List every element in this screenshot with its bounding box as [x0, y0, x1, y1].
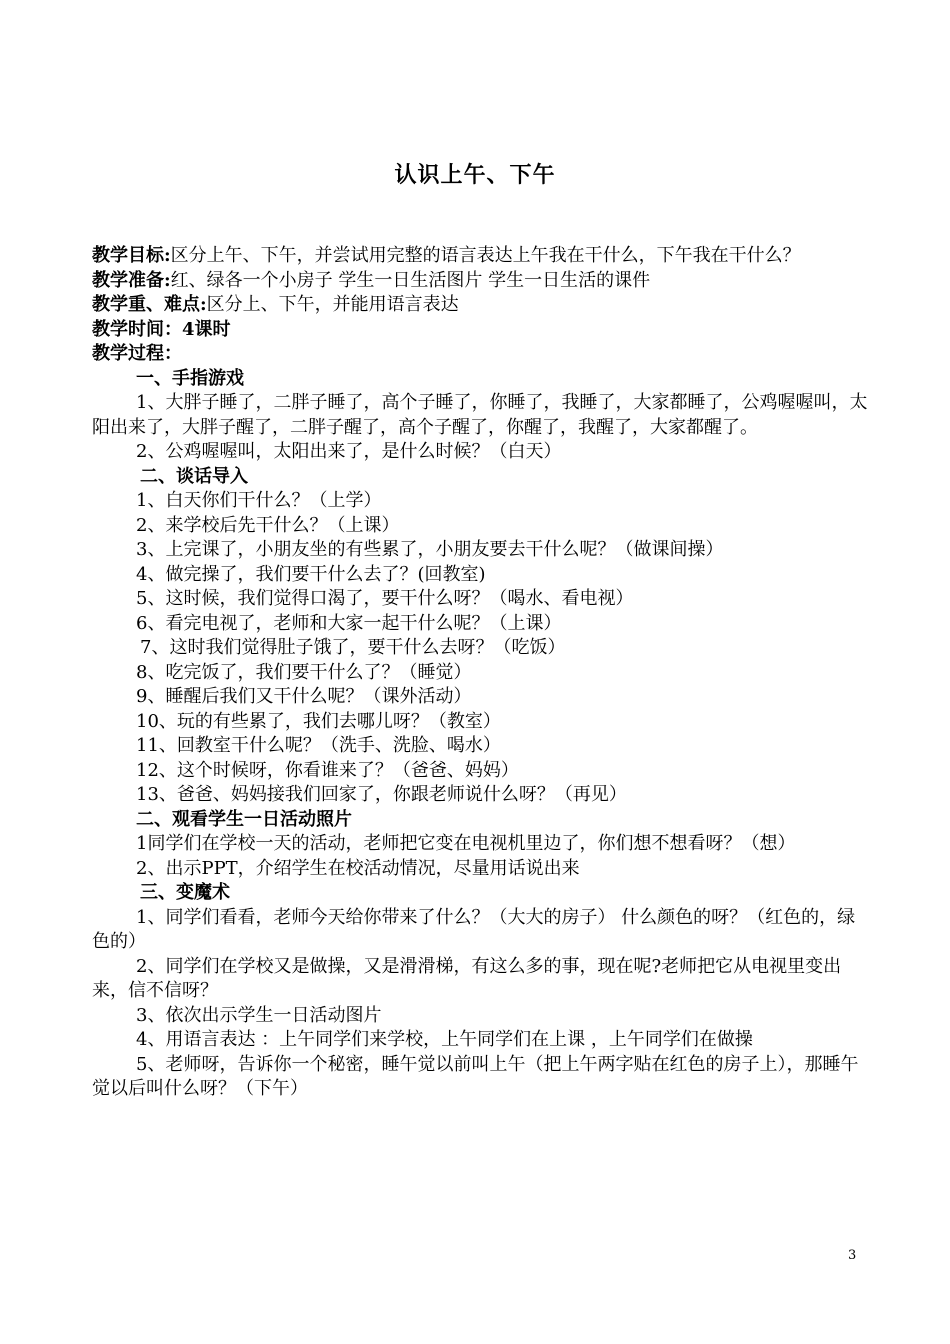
key-line: [92, 293, 870, 318]
list-item: 13、爸爸、妈妈接我们回家了，你跟老师说什么呀？（再见）: [136, 784, 627, 805]
paragraph: 1、大胖子睡了，二胖子睡了，高个子睡了，你睡了，我睡了，大家都睡了，公鸡喔喔叫，太阳出来了，大胖子醒了，二胖子醒了，高个子醒了，你醒了，我醒了，大家都醒了。: [92, 392, 868, 438]
section-heading: 二、谈话导入: [140, 465, 248, 487]
list-item: 6、看完电视了，老师和大家一起干什么呢？（上课）: [136, 612, 562, 634]
time-line: 教学时间：4课时: [92, 318, 231, 340]
paragraph: 1、同学们看看，老师今天给你带来了什么？（大大的房子） 什么颜色的呀？（红色的，绿色的）: [92, 906, 856, 952]
paragraph: 4、用语言表达 ：上午同学们来学校，上午同学们在上课 ，上午同学们在做操: [136, 1029, 753, 1050]
goal-text: 区分上午、下午，并尝试用完整的语言表达上午我在干什么，下午我在干什么？: [170, 245, 801, 266]
list-item: 11、回教室干什么呢？（洗手、洗脸、喝水）: [136, 735, 501, 756]
document-body: [92, 244, 870, 1102]
key-label: 教学重、难点:: [92, 294, 207, 315]
list-item: 3、上完课了，小朋友坐的有些累了，小朋友要去干什么呢？（做课间操）: [136, 539, 724, 560]
prep-label: 教学准备:: [92, 269, 171, 291]
prep-text: 红、绿各一个小房子 学生一日生活图片 学生一日生活的课件: [170, 269, 651, 291]
list-item: 8、吃完饭了，我们要干什么了？（睡觉）: [136, 661, 472, 683]
paragraph: 5、老师呀，告诉你一个秘密，睡午觉以前叫上午（把上午两字贴在红色的房子上），那睡午觉以后叫什么呀？（下午）: [92, 1053, 859, 1099]
list-item: 4、做完操了，我们要干什么去了？(回教室): [136, 563, 486, 585]
goal-label: 教学目标:: [92, 245, 171, 266]
list-item: 12、这个时候呀，你看谁来了？（爸爸、妈妈）: [136, 759, 519, 781]
list-item: 5、这时候，我们觉得口渴了，要干什么呀？（喝水、看电视）: [136, 588, 634, 609]
section-heading: 三、变魔术: [140, 882, 230, 903]
process-label: 教学过程：: [92, 343, 182, 364]
list-item: 1、白天你们干什么？（上学）: [136, 490, 382, 511]
paragraph: 1同学们在学校一天的活动，老师把它变在电视机里边了，你们想不想看呀？（想）: [136, 833, 796, 854]
section-heading: 二、观看学生一日活动照片: [136, 808, 352, 830]
list-item: 9、睡醒后我们又干什么呢？（课外活动）: [136, 686, 472, 707]
goal-line: [92, 244, 870, 269]
prep-line: [92, 269, 870, 294]
list-item: 7、这时我们觉得肚子饿了，要干什么去呀？（吃饭）: [140, 637, 566, 658]
paragraph: 2、同学们在学校又是做操，又是滑滑梯，有这么多的事，现在呢?老师把它从电视里变出来，信不信呀？: [92, 955, 842, 1001]
list-item: 10、玩的有些累了，我们去哪儿呀？（教室）: [136, 710, 501, 732]
page-number: 3: [848, 1248, 857, 1263]
paragraph: 2、公鸡喔喔叫，太阳出来了，是什么时候？（白天）: [136, 441, 562, 462]
page-title: 认识上午、下午: [394, 162, 556, 188]
paragraph: 2、出示PPT，介绍学生在校活动情况，尽量用话说出来: [136, 857, 580, 879]
list-item: 2、来学校后先干什么？（上课）: [136, 514, 400, 536]
paragraph: 3、依次出示学生一日活动图片: [136, 1004, 382, 1026]
section-heading: 一、手指游戏: [136, 367, 244, 389]
key-text: 区分上、下午，并能用语言表达: [206, 294, 459, 315]
